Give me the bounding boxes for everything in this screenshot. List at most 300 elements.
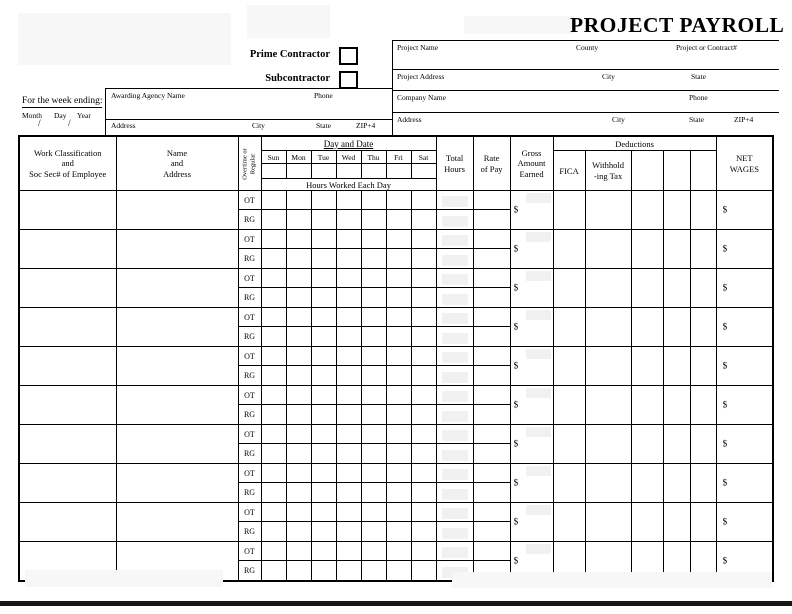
total-hours-cell xyxy=(436,425,473,444)
dollar-sign: $ xyxy=(513,204,519,215)
company-name-label: Company Name xyxy=(397,93,446,102)
dollar-sign: $ xyxy=(722,555,728,566)
employee-row-ot xyxy=(19,308,773,327)
rate-of-pay-cell xyxy=(473,269,510,288)
hours-cell xyxy=(286,347,311,366)
total-hours-cell xyxy=(436,191,473,210)
deduction-cell xyxy=(690,386,716,425)
withholding-cell xyxy=(585,347,631,386)
deduction-cell xyxy=(690,503,716,542)
withholding-cell xyxy=(585,386,631,425)
hours-cell xyxy=(386,386,411,405)
hours-cell xyxy=(336,405,361,425)
work-classification-cell xyxy=(19,425,116,464)
form-field-shade xyxy=(442,313,468,324)
employee-row-ot xyxy=(19,347,773,366)
hours-cell xyxy=(361,464,386,483)
rg-label-cell: RG xyxy=(238,327,261,347)
date-slash: / xyxy=(68,119,71,129)
hours-cell xyxy=(411,561,436,582)
fica-cell xyxy=(553,191,585,230)
form-field-shade xyxy=(442,508,468,519)
work-classification-cell xyxy=(19,386,116,425)
total-hours-cell xyxy=(436,464,473,483)
hours-cell xyxy=(336,230,361,249)
subcontractor-label: Subcontractor xyxy=(265,73,330,84)
hours-cell xyxy=(411,483,436,503)
hours-cell xyxy=(386,503,411,522)
hours-cell xyxy=(286,191,311,210)
hours-cell xyxy=(311,561,336,582)
county-label: County xyxy=(576,43,599,52)
hours-cell xyxy=(361,386,386,405)
hours-cell xyxy=(411,327,436,347)
hours-cell xyxy=(336,425,361,444)
rate-of-pay-cell xyxy=(473,191,510,210)
hours-cell xyxy=(286,327,311,347)
day-and-date-header: Day and Date xyxy=(261,136,436,151)
deduction-cell xyxy=(663,464,690,503)
hours-cell xyxy=(286,366,311,386)
awarding-agency-name-label: Awarding Agency Name xyxy=(111,91,185,100)
divider-line xyxy=(393,69,779,70)
payroll-table-header xyxy=(19,136,773,191)
day-header-wed: Wed xyxy=(336,151,361,164)
form-field-shade xyxy=(526,427,551,437)
form-field-shade xyxy=(526,349,551,359)
hours-cell xyxy=(311,464,336,483)
net-wages-cell xyxy=(716,347,773,386)
hours-cell xyxy=(411,405,436,425)
ot-label-cell: OT xyxy=(238,386,261,405)
form-field-shade xyxy=(442,255,468,266)
date-entry-cell xyxy=(411,164,436,179)
deductions-header: Deductions xyxy=(553,136,716,151)
hours-cell xyxy=(336,347,361,366)
payroll-table xyxy=(18,135,774,582)
work-classification-cell xyxy=(19,230,116,269)
total-hours-cell xyxy=(436,327,473,347)
work-classification-cell xyxy=(19,347,116,386)
hours-cell xyxy=(386,522,411,542)
form-field-shade xyxy=(526,505,551,515)
rate-of-pay-cell xyxy=(473,542,510,561)
hours-cell xyxy=(261,483,286,503)
withholding-cell xyxy=(585,503,631,542)
hours-cell xyxy=(361,405,386,425)
rate-of-pay-cell xyxy=(473,347,510,366)
total-hours-cell xyxy=(436,249,473,269)
hours-cell xyxy=(336,542,361,561)
work-classification-cell xyxy=(19,464,116,503)
withholding-cell xyxy=(585,464,631,503)
hours-cell xyxy=(261,230,286,249)
total-hours-cell xyxy=(436,522,473,542)
page-bottom-bar xyxy=(0,601,792,606)
hours-cell xyxy=(361,347,386,366)
employee-row-ot xyxy=(19,503,773,522)
divider-line xyxy=(106,119,393,120)
hours-cell xyxy=(386,347,411,366)
hours-cell xyxy=(311,483,336,503)
deduction-cell xyxy=(690,269,716,308)
deduction-cell xyxy=(690,308,716,347)
hours-cell xyxy=(361,561,386,582)
deduction-cell xyxy=(631,269,663,308)
form-field-shade xyxy=(442,333,468,344)
rg-label-cell: RG xyxy=(238,522,261,542)
hours-cell xyxy=(361,522,386,542)
total-hours-cell xyxy=(436,366,473,386)
date-entry-cell xyxy=(311,164,336,179)
hours-cell xyxy=(386,249,411,269)
rate-of-pay-cell xyxy=(473,210,510,230)
zip-label: ZIP+4 xyxy=(734,115,754,124)
agency-zip-label: ZIP+4 xyxy=(356,121,376,130)
deduction-cell xyxy=(690,347,716,386)
dollar-sign: $ xyxy=(722,516,728,527)
agency-phone-label: Phone xyxy=(314,91,333,100)
fica-cell xyxy=(553,464,585,503)
work-classification-header: Work Classification and Soc Sec# of Employee xyxy=(19,136,116,191)
net-wages-cell xyxy=(716,191,773,230)
ot-label-cell: OT xyxy=(238,308,261,327)
hours-cell xyxy=(411,249,436,269)
employee-row-ot xyxy=(19,464,773,483)
rg-label-cell: RG xyxy=(238,405,261,425)
net-wages-cell xyxy=(716,464,773,503)
hours-cell xyxy=(386,464,411,483)
dollar-sign: $ xyxy=(513,438,519,449)
hours-cell xyxy=(386,327,411,347)
ot-label-cell: OT xyxy=(238,347,261,366)
deduction-cell xyxy=(631,386,663,425)
form-field-shade xyxy=(526,388,551,398)
form-field-shade xyxy=(442,489,468,500)
deduction-blank-header xyxy=(690,151,716,191)
hours-cell xyxy=(261,269,286,288)
hours-cell xyxy=(361,483,386,503)
dollar-sign: $ xyxy=(722,243,728,254)
withholding-cell xyxy=(585,308,631,347)
rg-label-cell: RG xyxy=(238,366,261,386)
fica-cell xyxy=(553,230,585,269)
ot-label-cell: OT xyxy=(238,191,261,210)
form-field-shade xyxy=(442,274,468,285)
rg-label-cell: RG xyxy=(238,210,261,230)
hours-cell xyxy=(286,464,311,483)
form-field-shade xyxy=(442,391,468,402)
hours-cell xyxy=(261,210,286,230)
divider-line xyxy=(393,90,779,91)
hours-cell xyxy=(286,561,311,582)
page-title: PROJECT PAYROLL xyxy=(570,13,785,37)
hours-cell xyxy=(361,366,386,386)
name-address-cell xyxy=(116,347,238,386)
withholding-cell xyxy=(585,425,631,464)
project-address-label: Project Address xyxy=(397,72,445,81)
name-address-cell xyxy=(116,503,238,542)
hours-worked-header: Hours Worked Each Day xyxy=(261,179,436,191)
prime-contractor-checkbox[interactable] xyxy=(339,47,358,65)
hours-cell xyxy=(311,327,336,347)
dollar-sign: $ xyxy=(513,477,519,488)
state-label: State xyxy=(691,72,706,81)
hours-cell xyxy=(286,386,311,405)
hours-cell xyxy=(311,308,336,327)
form-field-shade xyxy=(442,196,468,207)
rate-of-pay-cell xyxy=(473,230,510,249)
day-header-thu: Thu xyxy=(361,151,386,164)
ot-label-cell: OT xyxy=(238,230,261,249)
rate-of-pay-cell xyxy=(473,464,510,483)
hours-cell xyxy=(311,522,336,542)
withholding-cell xyxy=(585,230,631,269)
gross-amount-cell xyxy=(510,386,553,425)
gross-amount-cell xyxy=(510,191,553,230)
net-wages-cell xyxy=(716,386,773,425)
hours-cell xyxy=(386,561,411,582)
total-hours-cell xyxy=(436,405,473,425)
date-slash: / xyxy=(38,119,41,129)
name-address-cell xyxy=(116,269,238,308)
withholding-cell xyxy=(585,191,631,230)
rate-of-pay-cell xyxy=(473,308,510,327)
payroll-table-body xyxy=(19,191,773,582)
employee-row-ot xyxy=(19,269,773,288)
hours-cell xyxy=(286,288,311,308)
hours-cell xyxy=(286,249,311,269)
name-address-header: Name and Address xyxy=(116,136,238,191)
date-entry-cell xyxy=(336,164,361,179)
fica-header: FICA xyxy=(553,151,585,191)
deduction-cell xyxy=(663,269,690,308)
dollar-sign: $ xyxy=(513,360,519,371)
deduction-cell xyxy=(631,503,663,542)
hours-cell xyxy=(361,269,386,288)
employee-row-ot xyxy=(19,191,773,210)
form-field-shade xyxy=(442,528,468,539)
deduction-cell xyxy=(690,425,716,464)
hours-cell xyxy=(311,269,336,288)
deduction-cell xyxy=(663,347,690,386)
ot-label-cell: OT xyxy=(238,464,261,483)
hours-cell xyxy=(411,191,436,210)
rg-label-cell: RG xyxy=(238,483,261,503)
ot-label-cell: OT xyxy=(238,269,261,288)
hours-cell xyxy=(386,191,411,210)
hours-cell xyxy=(336,269,361,288)
hours-cell xyxy=(261,366,286,386)
work-classification-cell xyxy=(19,503,116,542)
hours-cell xyxy=(411,308,436,327)
deduction-cell xyxy=(663,425,690,464)
dollar-sign: $ xyxy=(513,282,519,293)
dollar-sign: $ xyxy=(722,282,728,293)
hours-cell xyxy=(411,210,436,230)
name-address-cell xyxy=(116,425,238,464)
hours-cell xyxy=(336,210,361,230)
net-wages-cell xyxy=(716,269,773,308)
dollar-sign: $ xyxy=(722,204,728,215)
subcontractor-checkbox[interactable] xyxy=(339,71,358,89)
ot-label-cell: OT xyxy=(238,542,261,561)
net-wages-cell xyxy=(716,308,773,347)
hours-cell xyxy=(286,542,311,561)
rate-of-pay-cell xyxy=(473,405,510,425)
ot-label-cell: OT xyxy=(238,425,261,444)
hours-cell xyxy=(361,542,386,561)
hours-cell xyxy=(386,230,411,249)
hours-cell xyxy=(261,405,286,425)
hours-cell xyxy=(311,191,336,210)
total-hours-cell xyxy=(436,386,473,405)
hours-cell xyxy=(311,405,336,425)
hours-cell xyxy=(336,191,361,210)
gross-amount-cell xyxy=(510,464,553,503)
day-label: Day xyxy=(54,111,67,120)
hours-cell xyxy=(261,249,286,269)
hours-cell xyxy=(311,386,336,405)
employee-row-ot xyxy=(19,230,773,249)
hours-cell xyxy=(261,503,286,522)
hours-cell xyxy=(361,425,386,444)
deduction-cell xyxy=(631,308,663,347)
fica-cell xyxy=(553,347,585,386)
rate-of-pay-cell xyxy=(473,327,510,347)
hours-cell xyxy=(411,386,436,405)
hours-cell xyxy=(386,308,411,327)
net-wages-header: NET WAGES xyxy=(716,136,773,191)
net-wages-cell xyxy=(716,503,773,542)
deduction-cell xyxy=(663,191,690,230)
form-field-shade xyxy=(442,352,468,363)
hours-cell xyxy=(336,483,361,503)
deduction-cell xyxy=(663,230,690,269)
deduction-cell xyxy=(631,191,663,230)
name-address-cell xyxy=(116,308,238,347)
form-field-shade xyxy=(442,235,468,246)
form-field-shade xyxy=(442,411,468,422)
redacted-area-above-contractor xyxy=(247,5,330,38)
hours-cell xyxy=(336,308,361,327)
contract-number-label: Project or Contract# xyxy=(676,43,737,52)
hours-cell xyxy=(286,230,311,249)
hours-cell xyxy=(361,444,386,464)
form-field-shade xyxy=(442,294,468,305)
gross-amount-cell xyxy=(510,230,553,269)
week-ending-label: For the week ending: xyxy=(22,96,103,106)
redacted-area-bottom-right xyxy=(452,572,772,588)
total-hours-cell xyxy=(436,483,473,503)
withholding-cell xyxy=(585,269,631,308)
hours-cell xyxy=(411,366,436,386)
hours-cell xyxy=(311,444,336,464)
hours-cell xyxy=(336,386,361,405)
hours-cell xyxy=(286,425,311,444)
rg-label-cell: RG xyxy=(238,561,261,582)
hours-cell xyxy=(311,249,336,269)
gross-amount-cell xyxy=(510,347,553,386)
hours-cell xyxy=(336,503,361,522)
hours-cell xyxy=(261,425,286,444)
project-info-section xyxy=(392,40,779,136)
net-wages-cell xyxy=(716,425,773,464)
deduction-cell xyxy=(663,308,690,347)
rate-of-pay-cell xyxy=(473,366,510,386)
ot-label-cell: OT xyxy=(238,503,261,522)
hours-cell xyxy=(311,366,336,386)
fica-cell xyxy=(553,503,585,542)
form-field-shade xyxy=(526,271,551,281)
agency-city-label: City xyxy=(252,121,265,130)
name-address-cell xyxy=(116,464,238,503)
name-address-cell xyxy=(116,386,238,425)
hours-cell xyxy=(411,503,436,522)
year-label: Year xyxy=(77,111,91,120)
name-address-cell xyxy=(116,230,238,269)
agency-address-label: Address xyxy=(111,121,136,130)
hours-cell xyxy=(386,366,411,386)
gross-amount-cell xyxy=(510,308,553,347)
gross-amount-cell xyxy=(510,503,553,542)
form-field-shade xyxy=(526,466,551,476)
date-entry-cell xyxy=(286,164,311,179)
hours-cell xyxy=(261,464,286,483)
month-label: Month xyxy=(22,111,43,120)
employee-row-ot xyxy=(19,386,773,405)
hours-cell xyxy=(311,503,336,522)
deduction-cell xyxy=(631,347,663,386)
date-entry-cell xyxy=(261,164,286,179)
rg-label-cell: RG xyxy=(238,249,261,269)
hours-cell xyxy=(386,425,411,444)
form-field-shade xyxy=(442,216,468,227)
rate-of-pay-cell xyxy=(473,483,510,503)
hours-cell xyxy=(411,444,436,464)
hours-cell xyxy=(311,230,336,249)
hours-cell xyxy=(261,327,286,347)
gross-amount-cell xyxy=(510,425,553,464)
rg-label-cell: RG xyxy=(238,444,261,464)
date-entry-cell xyxy=(361,164,386,179)
hours-cell xyxy=(411,425,436,444)
hours-cell xyxy=(411,347,436,366)
dollar-sign: $ xyxy=(722,321,728,332)
employee-row-ot xyxy=(19,425,773,444)
employee-row-ot xyxy=(19,542,773,561)
dollar-sign: $ xyxy=(722,438,728,449)
gross-amount-cell xyxy=(510,269,553,308)
company-phone-label: Phone xyxy=(689,93,708,102)
rate-of-pay-header: Rate of Pay xyxy=(473,136,510,191)
overtime-regular-header: Overtime or Regular xyxy=(238,136,261,191)
total-hours-cell xyxy=(436,542,473,561)
day-header-tue: Tue xyxy=(311,151,336,164)
dollar-sign: $ xyxy=(722,360,728,371)
hours-cell xyxy=(286,444,311,464)
deduction-cell xyxy=(631,230,663,269)
hours-cell xyxy=(361,230,386,249)
agency-state-label: State xyxy=(316,121,331,130)
hours-cell xyxy=(386,210,411,230)
rg-label-cell: RG xyxy=(238,288,261,308)
deduction-blank-header xyxy=(631,151,663,191)
redacted-area-bottom-left xyxy=(25,570,223,587)
hours-cell xyxy=(386,483,411,503)
gross-amount-header: Gross Amount Earned xyxy=(510,136,553,191)
hours-cell xyxy=(286,210,311,230)
